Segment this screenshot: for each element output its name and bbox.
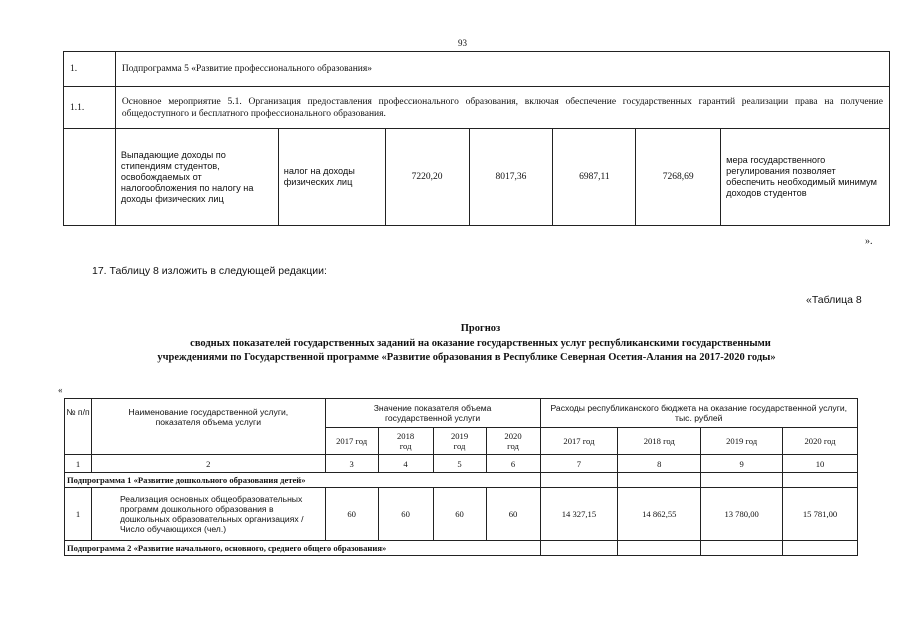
- volume-value: 60: [378, 488, 433, 541]
- subprogram-1-title: Подпрограмма 1 «Развитие дошкольного образования детей»: [65, 473, 541, 488]
- year-header: 2017 год: [325, 428, 378, 455]
- empty-cell: [701, 541, 783, 556]
- column-number: 8: [618, 455, 701, 473]
- column-numbers-row: [65, 455, 858, 473]
- page-title: [0, 322, 905, 366]
- subprogram-row: [65, 473, 858, 488]
- value-cell: 7268,69: [636, 129, 721, 226]
- tax-name: налог на доходы физических лиц: [278, 129, 385, 226]
- header-number: № п/п: [65, 399, 92, 455]
- expense-value: 13 780,00: [701, 488, 783, 541]
- service-name: Реализация основных общеобразовательных программ дошкольного образования в дошкольных образовательных организациях / Число обучающихся (чел.): [91, 488, 325, 541]
- year-header: 2017 год: [540, 428, 618, 455]
- instruction-text: 17. Таблицу 8 изложить в следующей редакции:: [92, 265, 327, 277]
- column-number: 10: [783, 455, 858, 473]
- expense-value: 15 781,00: [783, 488, 858, 541]
- table-row: [64, 87, 890, 129]
- title-line-3: учреждениями по Государственной программе «Развитие образования в Республике Северная Осетия-Алания на 2017-2020 годы»: [157, 352, 776, 363]
- subprogram-row: [65, 541, 858, 556]
- column-number: 2: [91, 455, 325, 473]
- column-number: 7: [540, 455, 618, 473]
- row-number: 1.1.: [64, 87, 116, 129]
- row-number: 1: [65, 488, 92, 541]
- column-number: 1: [65, 455, 92, 473]
- year-header: 2018 год: [378, 428, 433, 455]
- expense-value: 14 862,55: [618, 488, 701, 541]
- empty-cell: [783, 473, 858, 488]
- table-row: [65, 488, 858, 541]
- volume-value: 60: [325, 488, 378, 541]
- column-number: 4: [378, 455, 433, 473]
- top-table: [63, 51, 890, 226]
- empty-cell: [64, 129, 116, 226]
- lost-income-description: Выпадающие доходы по стипендиям студентов, освобождаемых от налогообложения по налогу на доходы физических лиц: [115, 129, 278, 226]
- title-line-1: Прогноз: [460, 323, 501, 334]
- empty-cell: [618, 473, 701, 488]
- empty-cell: [783, 541, 858, 556]
- empty-cell: [618, 541, 701, 556]
- empty-cell: [701, 473, 783, 488]
- header-volume-group: Значение показателя объема государственной услуги: [325, 399, 540, 428]
- page-number: 93: [458, 38, 467, 48]
- empty-cell: [540, 473, 618, 488]
- table-label: «Таблица 8: [806, 294, 862, 306]
- year-header: 2019 год: [701, 428, 783, 455]
- regulation-note: мера государственного регулирования позволяет обеспечить необходимый минимум доходов студентов: [721, 129, 890, 226]
- title-line-2: сводных показателей государственных заданий на оказание государственных услуг республиканскими государственными: [190, 337, 771, 349]
- header-row: [65, 399, 858, 428]
- expense-value: 14 327,15: [540, 488, 618, 541]
- closing-quote: ».: [865, 236, 873, 247]
- year-header: 2019 год: [433, 428, 486, 455]
- value-cell: 8017,36: [469, 129, 553, 226]
- opening-quote: «: [58, 385, 63, 395]
- year-header: 2020 год: [783, 428, 858, 455]
- year-header: 2018 год: [618, 428, 701, 455]
- header-service-name: Наименование государственной услуги, показателя объема услуги: [91, 399, 325, 455]
- column-number: 3: [325, 455, 378, 473]
- volume-value: 60: [433, 488, 486, 541]
- value-cell: 7220,20: [385, 129, 469, 226]
- column-number: 6: [486, 455, 540, 473]
- main-activity: Основное мероприятие 5.1. Организация предоставления профессионального образования, включая обеспечение государственных гарантий реализации права на получение общедоступного и бесплатного профессионального образования.: [115, 87, 889, 129]
- column-number: 5: [433, 455, 486, 473]
- empty-cell: [540, 541, 618, 556]
- year-header: 2020 год: [486, 428, 540, 455]
- volume-value: 60: [486, 488, 540, 541]
- table-row: [64, 52, 890, 87]
- value-cell: 6987,11: [553, 129, 636, 226]
- row-number: 1.: [64, 52, 116, 87]
- subprogram-title: Подпрограмма 5 «Развитие профессионального образования»: [115, 52, 889, 87]
- subprogram-2-title: Подпрограмма 2 «Развитие начального, основного, среднего общего образования»: [65, 541, 541, 556]
- table-row: [64, 129, 890, 226]
- forecast-table: [64, 398, 858, 556]
- column-number: 9: [701, 455, 783, 473]
- header-expense-group: Расходы республиканского бюджета на оказание государственной услуги, тыс. рублей: [540, 399, 858, 428]
